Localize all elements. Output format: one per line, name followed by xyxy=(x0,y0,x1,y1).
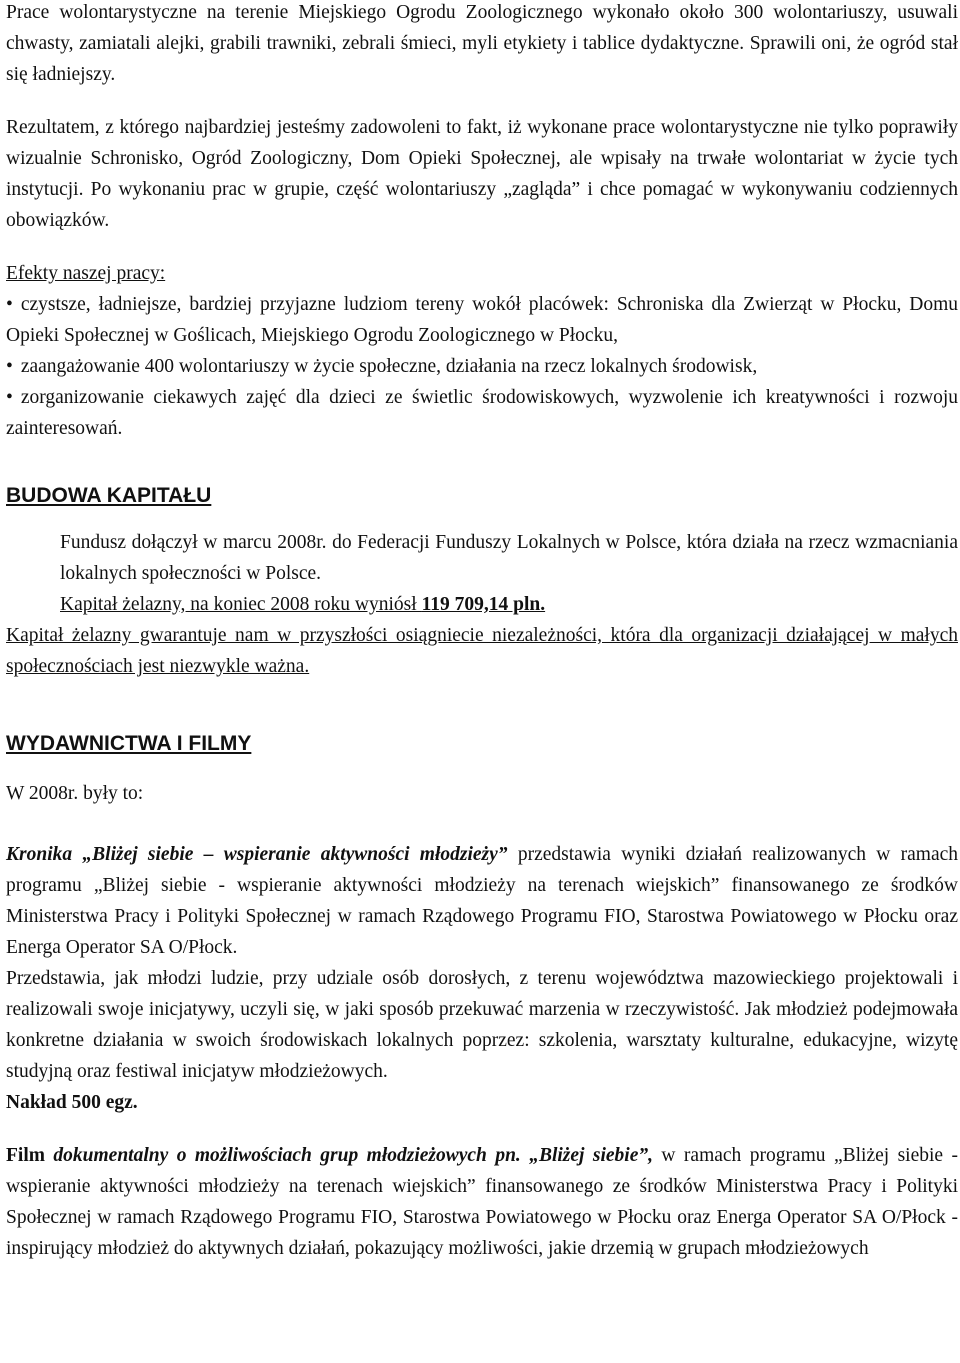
capital-paragraph-2 xyxy=(6,589,958,620)
capital-paragraph-1: Fundusz dołączył w marcu 2008r. do Federacji Funduszy Lokalnych w Polsce, która działa na rzecz wzmacniania lokalnych społeczności w Polsce. xyxy=(60,532,958,584)
kronika-paragraph-2: Przedstawia, jak młodzi ludzie, przy udziale osób dorosłych, z terenu województwa mazowieckiego projektowali i realizowali swoje inicjatywy, uczyli się, w jaki sposób przekuwać marzenia w rzeczywistość. Jak młodzież podejmowała konkretne działania w swoich środowiskach lokalnych poprzez: szkolenia, warsztaty kulturalne, edukacyjne, wizytę studyjną oraz festiwal inicjatyw młodzieżowych. xyxy=(6,968,958,1082)
capital-iron-amount: 119 709,14 pln. xyxy=(421,594,546,615)
film-word: Film xyxy=(6,1145,54,1166)
document-page xyxy=(6,0,958,1264)
effects-item-1: • czystsze, ładniejsze, bardziej przyjazne ludziom tereny wokół placówek: Schroniska dla Zwierząt w Płocku, Domu Opieki Społecznej w Goślicach, Miejskiego Ogrodu Zoologicznego w Płocku, xyxy=(6,289,958,351)
publications-intro: W 2008r. były to: xyxy=(6,783,144,804)
kronika-title: Kronika „Bliżej siebie – wspieranie aktywności młodzieży” xyxy=(6,844,508,865)
kronika-paragraph xyxy=(6,839,958,963)
kronika-naklad xyxy=(6,1087,958,1118)
film-title: dokumentalny o możliwościach grup młodzieżowych pn. „Bliżej siebie”, xyxy=(53,1145,653,1166)
capital-heading: BUDOWA KAPITAŁU xyxy=(6,484,212,507)
intro-paragraph-1: Prace wolontarystyczne na terenie Miejskiego Ogrodu Zoologicznego wykonało około 300 wolontariuszy, usuwali chwasty, zamiatali alejki, grabili trawniki, zebrali śmieci, myli etykiety i tablice dydaktyczne. Sprawili oni, że ogród stał się ładniejszy. xyxy=(6,2,958,85)
film-paragraph xyxy=(6,1140,958,1264)
kronika-text: przedstawia wyniki działań realizowanych w ramach programu „Bliżej siebie - wspieranie aktywności młodzieży na terenach wiejskich” finansowanego ze środków Ministerstwa Pracy i Polityki Społecznej w ramach Rządowego Programu FIO, Starostwa Powiatowego w Płocku oraz Energa Operator SA O/Płock. xyxy=(6,844,958,958)
effects-title: Efekty naszej pracy: xyxy=(6,263,166,284)
naklad-text: Nakład 500 egz. xyxy=(6,1092,138,1113)
effects-item-2: • zaangażowanie 400 wolontariuszy w życie społeczne, działania na rzecz lokalnych środowisk, xyxy=(6,351,958,382)
intro-paragraph-2: Rezultatem, z którego najbardziej jesteśmy zadowoleni to fakt, iż wykonane prace wolontarystyczne nie tylko poprawiły wizualnie Schronisko, Ogród Zoologiczny, Dom Opieki Społecznej, ale wpisały na trwałe wolontariat w życie tych instytucji. Po wykonaniu prac w grupie, część wolontariuszy „zagląda” i chce pomagać w wykonywaniu codziennych obowiązków. xyxy=(6,117,958,231)
capital-paragraph-3: Kapitał żelazny gwarantuje nam w przyszłości osiągniecie niezależności, która dla organizacji działającej w małych społecznościach jest niezwykle ważna. xyxy=(6,625,958,677)
effects-item-3: • zorganizowanie ciekawych zajęć dla dzieci ze świetlic środowiskowych, wyzwolenie ich kreatywności i rozwoju zainteresowań. xyxy=(6,382,958,444)
publications-heading: WYDAWNICTWA I FILMY xyxy=(6,732,252,755)
film-text: w ramach programu „Bliżej siebie - wspieranie aktywności młodzieży na terenach wiejskich” finansowanego ze środków Ministerstwa Pracy i Polityki Społecznej w ramach Rządowego Programu FIO, Starostwa Powiatowego w Płocku oraz Energa Operator SA O/Płock - inspirujący młodzież do aktywnych działań, pokazujący możliwości, jakie drzemią w grupach młodzieżowych xyxy=(6,1145,958,1259)
capital-iron-text: Kapitał żelazny, na koniec 2008 roku wyniósł xyxy=(60,594,422,615)
